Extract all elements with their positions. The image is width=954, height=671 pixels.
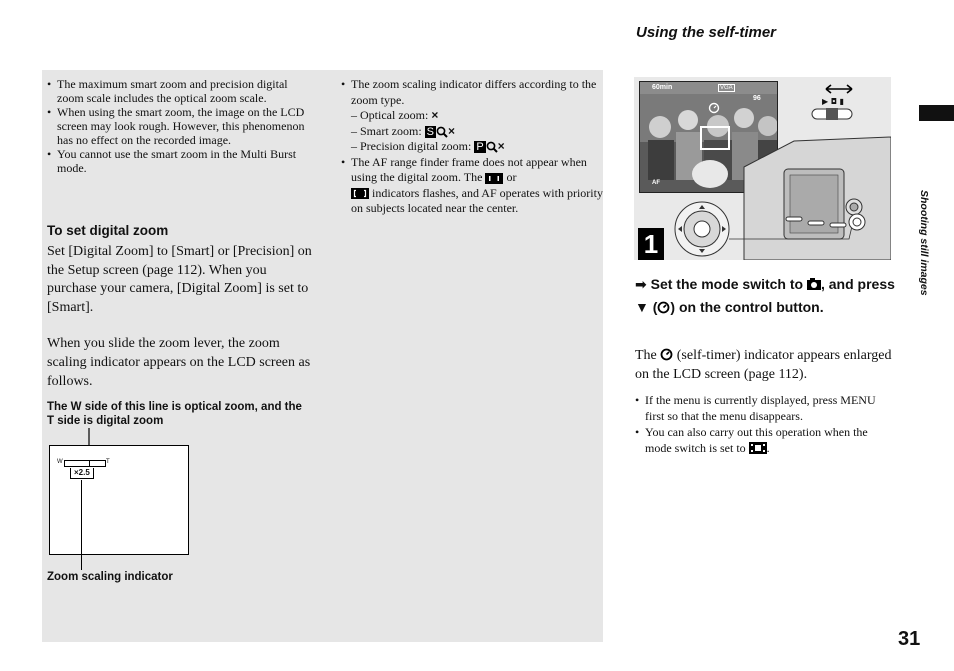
callout-leader xyxy=(729,217,859,247)
note-text: or xyxy=(506,170,517,184)
list-item: • If the menu is currently displayed, press MENU first so that the menu disappears. xyxy=(635,392,897,424)
zoom-bar xyxy=(64,460,106,467)
note-text: . xyxy=(766,441,770,455)
camera-illustration xyxy=(634,77,891,260)
chapter-tab xyxy=(919,105,954,121)
figure-caption-bottom: Zoom scaling indicator xyxy=(47,571,173,583)
list-item xyxy=(341,77,603,155)
list-item xyxy=(635,424,897,456)
af-range-frame xyxy=(700,126,730,150)
instruction-text: , and press ▼ ( xyxy=(635,276,895,315)
note-text: indicators flashes, and AF operates with priority on subjects located near the center. xyxy=(351,185,603,215)
left-notes xyxy=(47,77,305,175)
w-label: W xyxy=(57,459,63,465)
smart-badge-icon: S xyxy=(426,125,435,138)
self-timer-button-icon xyxy=(848,213,866,231)
step-instruction xyxy=(635,274,900,318)
self-timer-lcd-icon xyxy=(708,102,720,114)
figure-caption-top: The W side of this line is optical zoom, and the T side is digital zoom xyxy=(47,401,302,427)
magnifier-icon xyxy=(486,141,498,153)
control-button-callout xyxy=(672,199,732,259)
section-title: Using the self-timer xyxy=(636,24,777,41)
arrow-right-icon: ➡ xyxy=(635,277,647,293)
image-size-indicator: VGA xyxy=(720,85,733,91)
smart-zoom-label: – Smart zoom: xyxy=(351,123,422,138)
zoom-scale-value: ×2.5 xyxy=(70,468,94,479)
optical-zoom-label: – Optical zoom: xyxy=(351,108,429,122)
zoom-x-icon: × xyxy=(448,123,456,138)
step-notes xyxy=(635,392,897,456)
step-number: 1 xyxy=(638,228,664,260)
indicator-leader-line xyxy=(81,480,82,570)
self-timer-icon xyxy=(657,301,670,314)
page-number: 31 xyxy=(898,628,921,650)
zoom-x-icon: × xyxy=(497,139,505,153)
movie-mode-icon xyxy=(749,442,767,454)
mode-switch-arrow xyxy=(824,83,854,95)
zoom-bar-divider xyxy=(89,460,90,467)
paragraph: When you slide the zoom lever, the zoom scaling indicator appears on the LCD screen as follows. xyxy=(47,336,311,389)
list-item: • You cannot use the smart zoom in the Multi Burst mode. xyxy=(47,147,305,175)
af-indicator: AF xyxy=(652,180,660,186)
digital-zoom-heading: To set digital zoom xyxy=(47,223,169,238)
digital-zoom-body xyxy=(47,243,317,391)
desc-text: The xyxy=(635,348,657,363)
t-label: T xyxy=(106,459,110,465)
note-text: You can also carry out this operation when the mode switch is set to xyxy=(645,425,868,455)
af-frame-icon xyxy=(351,188,369,199)
right-notes xyxy=(341,77,603,217)
list-item: • When using the smart zoom, the image on the LCD screen may look rough. However, this phenomenon has no effect on the recorded image. xyxy=(47,105,305,147)
chapter-label: Shooting still images xyxy=(918,190,930,296)
shots-remaining: 96 xyxy=(753,95,761,102)
zoom-x-icon: × xyxy=(431,108,439,122)
precision-zoom-label: – Precision digital zoom: xyxy=(351,139,472,153)
mode-icons: ▶ ◘ ▮ xyxy=(822,97,844,106)
note-text: The AF range finder frame does not appear when using the digital zoom. The xyxy=(351,154,587,184)
desc-text: (self-timer) indicator appears enlarged on the LCD screen (page 112). xyxy=(635,348,892,382)
list-item: • The maximum smart zoom and precision digital zoom scale includes the optical zoom scale. xyxy=(47,77,305,105)
precision-badge-icon: P xyxy=(476,141,484,154)
note-text: The zoom scaling indicator differs according to the zoom type. xyxy=(351,77,597,107)
instruction-text: Set the mode switch to xyxy=(650,276,804,292)
self-timer-icon xyxy=(660,348,673,361)
af-frame-dotted-icon xyxy=(485,173,503,184)
paragraph: Set [Digital Zoom] to [Smart] or [Precision] on the Setup screen (page 112). When you purchase your camera, [Digital Zoom] is set to [Smart]. xyxy=(47,244,312,315)
instruction-text: ) on the control button. xyxy=(670,298,824,315)
list-item xyxy=(341,155,603,217)
step-description xyxy=(635,347,900,384)
camera-mode-icon xyxy=(807,278,821,290)
battery-indicator: 60min xyxy=(652,84,673,91)
magnifier-icon xyxy=(436,126,448,138)
